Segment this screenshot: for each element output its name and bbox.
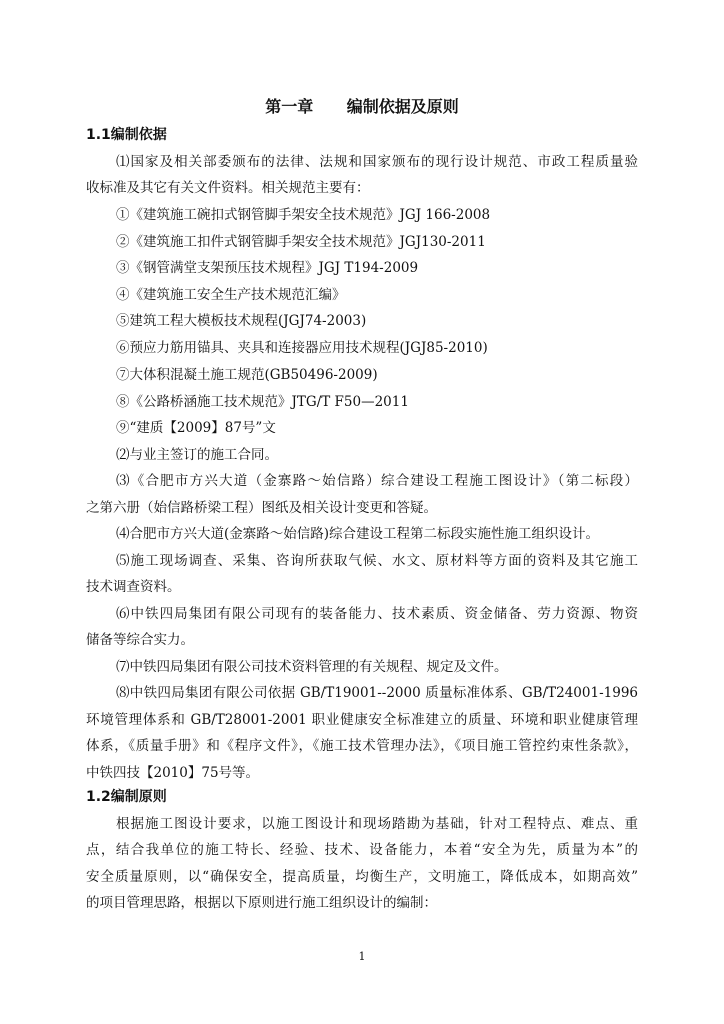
basis-item-3-line-2: 之第六册（始信路桥梁工程）图纸及相关设计变更和答疑。 <box>86 500 437 516</box>
code-item-8: ⑧《公路桥涵施工技术规范》JTG/T F50—2011 <box>116 394 409 410</box>
code-item-4: ④《建筑施工安全生产技术规范汇编》 <box>116 287 346 303</box>
intro-line-2: 收标准及其它有关文件资料。相关规范主要有： <box>86 180 370 196</box>
principle-line-3: 安全质量原则，以“确保安全，提高质量，均衡生产，文明施工，降低成本，如期高效” <box>86 869 638 885</box>
basis-item-8-line-2: 环境管理体系和 GB/T28001-2001 职业健康安全标准建立的质量、环境和职业健康管理 <box>86 712 638 728</box>
principle-line-2: 点，结合我单位的施工特长、经验、技术、设备能力，本着“安全为先，质量为本”的 <box>86 842 638 858</box>
section-heading-1-1: 1.1编制依据 <box>86 127 167 143</box>
basis-item-3-line-1: ⑶《合肥市方兴大道（金寨路～始信路）综合建设工程施工图设计》（第二标段） <box>116 473 638 489</box>
intro-line-1: ⑴国家及相关部委颁布的法律、法规和国家颁布的现行设计规范、市政工程质量验 <box>116 154 638 170</box>
code-item-9: ⑨“建质【2009】87号”文 <box>116 420 276 436</box>
basis-item-8-line-1: ⑻中铁四局集团有限公司依据 GB/T19001--2000 质量标准体系、GB/T24001-1996 <box>116 685 638 701</box>
basis-item-5-line-1: ⑸施工现场调查、采集、咨询所获取气候、水文、原材料等方面的资料及其它施工 <box>116 553 638 569</box>
basis-item-6-line-2: 储备等综合实力。 <box>86 632 194 648</box>
code-item-6: ⑥预应力筋用锚具、夹具和连接器应用技术规程(JGJ85-2010) <box>116 340 488 356</box>
basis-item-8-line-3: 体系，《质量手册》和《程序文件》，《施工技术管理办法》，《项目施工管控约束性条款》， <box>86 738 638 754</box>
code-item-1: ①《建筑施工碗扣式钢管脚手架安全技术规范》JGJ 166-2008 <box>116 207 491 223</box>
code-item-3: ③《钢管满堂支架预压技术规程》JGJ T194-2009 <box>116 260 419 276</box>
basis-item-7: ⑺中铁四局集团有限公司技术资料管理的有关规程、规定及文件。 <box>116 659 508 675</box>
chapter-title: 第一章 编制依据及原则 <box>265 97 459 116</box>
page-number: 1 <box>358 950 366 963</box>
basis-item-6-line-1: ⑹中铁四局集团有限公司现有的装备能力、技术素质、资金储备、劳力资源、物资 <box>116 606 638 622</box>
basis-item-4: ⑷合肥市方兴大道(金寨路～始信路)综合建设工程第二标段实施性施工组织设计。 <box>116 526 600 542</box>
basis-item-8-line-4: 中铁四技【2010】75号等。 <box>86 765 260 781</box>
code-item-5: ⑤建筑工程大模板技术规程(JGJ74-2003) <box>116 313 367 329</box>
principle-line-1: 根据施工图设计要求，以施工图设计和现场踏勘为基础，针对工程特点、难点、重 <box>116 816 638 832</box>
code-item-7: ⑦大体积混凝土施工规范(GB50496-2009) <box>116 367 378 383</box>
basis-item-2: ⑵与业主签订的施工合同。 <box>116 447 278 463</box>
principle-line-4: 的项目管理思路，根据以下原则进行施工组织设计的编制： <box>86 895 437 911</box>
code-item-2: ②《建筑施工扣件式钢管脚手架安全技术规范》JGJ130-2011 <box>116 234 486 250</box>
basis-item-5-line-2: 技术调查资料。 <box>86 579 181 595</box>
section-heading-1-2: 1.2编制原则 <box>86 789 167 805</box>
